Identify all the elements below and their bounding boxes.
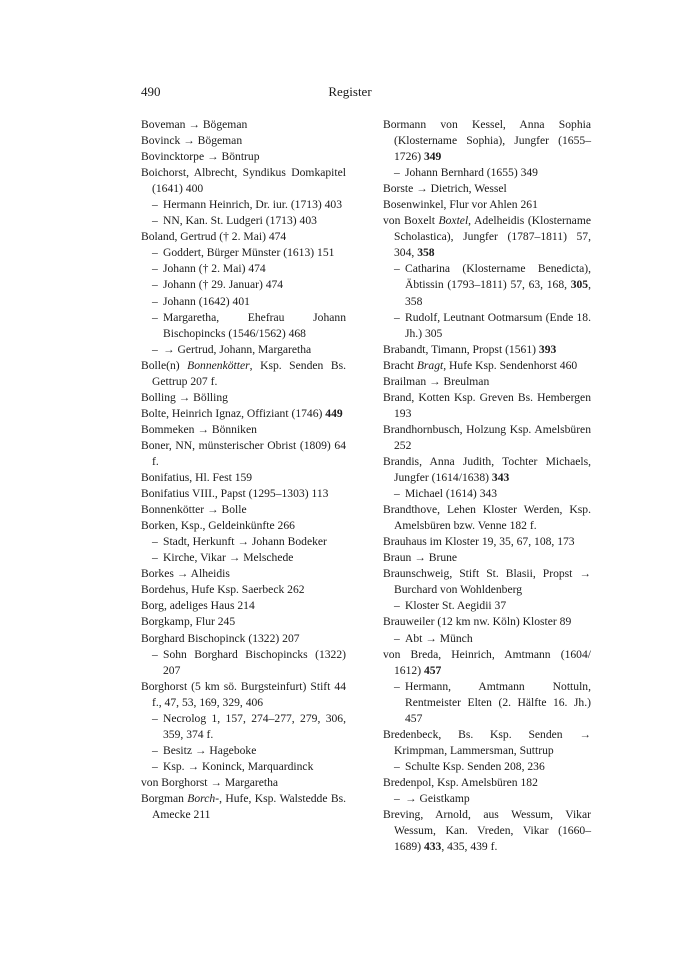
index-subentry bbox=[383, 631, 591, 647]
entry-text: Borkes → Alheidis bbox=[141, 567, 230, 581]
entry-text: Johann († 29. Januar) 474 bbox=[163, 278, 284, 292]
entry-text: Johann (1642) 401 bbox=[163, 294, 250, 308]
running-head: Register bbox=[328, 84, 372, 99]
entry-text: , Adelheidis (Klostername Scholastica), Jungfer (1787–1811) 57, 304, bbox=[394, 214, 591, 260]
index-entry bbox=[141, 117, 346, 133]
entry-text: Brand, Kotten Ksp. Greven Bs. Hembergen 193 bbox=[383, 390, 591, 420]
index-subentry bbox=[141, 759, 346, 775]
entry-text: Brandhornbusch, Holzung Ksp. Amelsbüren 252 bbox=[383, 422, 591, 452]
entry-text: Boichorst, Albrecht, Syndikus Domkapitel (1641) 400 bbox=[141, 166, 346, 196]
index-column-right bbox=[383, 117, 591, 855]
index-entry bbox=[383, 390, 591, 422]
entry-text: Sohn Borghard Bischopincks (1322) 207 bbox=[163, 647, 346, 677]
index-entry bbox=[383, 727, 591, 759]
index-entry bbox=[141, 229, 346, 245]
entry-text: → Gertrud, Johann, Margaretha bbox=[163, 342, 312, 356]
index-entry bbox=[141, 582, 346, 598]
entry-text: Hermann, Amtmann Nottuln, Rentmeister Elten (2. Hälfte 16. Jh.) 457 bbox=[405, 679, 591, 725]
index-subentry bbox=[141, 711, 346, 743]
index-entry bbox=[141, 486, 346, 502]
entry-text: , 358 bbox=[405, 278, 591, 308]
entry-text-bold: 393 bbox=[538, 342, 557, 356]
index-entry bbox=[383, 550, 591, 566]
entry-text: von Breda, Heinrich, Amtmann (1604/ 1612) bbox=[383, 647, 591, 677]
entry-text: Hermann Heinrich, Dr. iur. (1713) 403 bbox=[163, 198, 343, 212]
index-subentry bbox=[383, 759, 591, 775]
index-subentry bbox=[141, 647, 346, 679]
index-subentry bbox=[141, 213, 346, 229]
entry-text: Catharina (Klostername Benedicta), Äbtissin (1793–1811) 57, 63, 168, bbox=[405, 262, 591, 292]
entry-text: Boner, NN, münsterischer Obrist (1809) 64 f. bbox=[141, 438, 346, 468]
entry-text: Bommeken → Bönniken bbox=[141, 422, 257, 436]
index-entry bbox=[383, 454, 591, 486]
entry-text: Borg, adeliges Haus 214 bbox=[141, 599, 255, 613]
entry-text-italic: Boxtel bbox=[438, 214, 469, 228]
entry-text: Besitz → Hageboke bbox=[163, 743, 257, 757]
entry-text: Borken, Ksp., Geldeinkünfte 266 bbox=[141, 519, 295, 533]
index-entry bbox=[141, 390, 346, 406]
index-subentry bbox=[141, 197, 346, 213]
index-entry bbox=[383, 342, 591, 358]
entry-text: Bonifatius VIII., Papst (1295–1303) 113 bbox=[141, 487, 329, 501]
entry-text: Brandis, Anna Judith, Tochter Michaels, Jungfer (1614/1638) bbox=[383, 454, 591, 485]
entry-text: von Borghorst → Margaretha bbox=[141, 775, 279, 789]
entry-text: , 435, 439 f. bbox=[441, 840, 498, 854]
entry-text: Bracht bbox=[383, 358, 417, 372]
index-subentry bbox=[383, 679, 591, 727]
entry-text: Borste → Dietrich, Wessel bbox=[383, 182, 507, 196]
entry-text: Brabandt, Timann, Propst (1561) bbox=[383, 342, 539, 356]
index-entry bbox=[383, 647, 591, 679]
index-entry bbox=[141, 614, 346, 630]
entry-text: , Hufe, Ksp. Walstedde Bs. Amecke 211 bbox=[152, 791, 346, 822]
entry-text: Necrolog 1, 157, 274–277, 279, 306, 359, 374 f. bbox=[163, 711, 346, 741]
entry-text: Stadt, Herkunft → Johann Bodeker bbox=[163, 535, 327, 549]
index-entry bbox=[141, 679, 346, 711]
entry-text-bold: 457 bbox=[423, 663, 442, 677]
page-number: 490 bbox=[141, 84, 161, 99]
entry-text-bold: 449 bbox=[325, 406, 343, 420]
index-entry bbox=[141, 358, 346, 390]
entry-text: Bovinck → Bögeman bbox=[141, 134, 243, 148]
entry-text-italic: Bragt bbox=[416, 358, 444, 372]
entry-text: Bovincktorpe → Böntrup bbox=[141, 150, 260, 164]
index-column-left bbox=[141, 117, 346, 823]
index-entry bbox=[383, 502, 591, 534]
index-entry bbox=[383, 566, 591, 598]
entry-text: Bolling → Bölling bbox=[141, 390, 228, 404]
index-subentry bbox=[141, 743, 346, 759]
index-entry bbox=[141, 775, 346, 791]
entry-text: Braun → Brune bbox=[383, 551, 458, 565]
index-entry bbox=[141, 518, 346, 534]
entry-text: Borghard Bischopinck (1322) 207 bbox=[141, 631, 300, 645]
index-subentry bbox=[383, 261, 591, 309]
index-entry bbox=[141, 133, 346, 149]
entry-text: Johann Bernhard (1655) 349 bbox=[405, 166, 538, 180]
index-entry bbox=[141, 422, 346, 438]
index-subentry bbox=[141, 261, 346, 277]
entry-text: , Ksp. Senden Bs. Gettrup 207 f. bbox=[152, 358, 346, 388]
entry-text-bold: 433 bbox=[423, 840, 442, 854]
entry-text: Bredenbeck, Bs. Ksp. Senden → Krimpman, Lammersman, Suttrup bbox=[383, 727, 591, 757]
index-entry bbox=[383, 358, 591, 374]
entry-text: , Hufe Ksp. Sendenhorst 460 bbox=[443, 358, 578, 372]
index-entry bbox=[141, 438, 346, 470]
index-entry bbox=[141, 566, 346, 582]
entry-text: von Boxelt bbox=[383, 214, 439, 228]
entry-text: Goddert, Bürger Münster (1613) 151 bbox=[163, 246, 335, 260]
index-entry bbox=[383, 197, 591, 213]
entry-text: Brandthove, Lehen Kloster Werden, Ksp. Amelsbüren bzw. Venne 182 f. bbox=[383, 503, 591, 533]
entry-text-bold: 349 bbox=[423, 150, 442, 164]
index-entry bbox=[141, 149, 346, 165]
index-entry bbox=[141, 165, 346, 197]
entry-text: Brauweiler (12 km nw. Köln) Kloster 89 bbox=[383, 615, 572, 629]
index-entry bbox=[141, 791, 346, 823]
entry-text: Boveman → Bögeman bbox=[141, 118, 248, 131]
index-subentry bbox=[383, 486, 591, 502]
index-subentry bbox=[383, 310, 591, 342]
entry-text: Bolte, Heinrich Ignaz, Offiziant (1746) bbox=[141, 406, 326, 420]
index-subentry bbox=[141, 534, 346, 550]
index-entry bbox=[141, 502, 346, 518]
index-entry bbox=[141, 631, 346, 647]
entry-text: Bosenwinkel, Flur vor Ahlen 261 bbox=[383, 198, 538, 212]
entry-text: Kirche, Vikar → Melschede bbox=[163, 551, 294, 565]
entry-text: Bolle(n) bbox=[141, 358, 188, 372]
entry-text-bold: 343 bbox=[491, 471, 510, 485]
index-subentry bbox=[141, 245, 346, 261]
entry-text-italic: Bonnenkötter bbox=[187, 358, 250, 372]
index-entry bbox=[383, 775, 591, 791]
index-subentry bbox=[141, 294, 346, 310]
entry-text: Michael (1614) 343 bbox=[405, 487, 498, 501]
page-header bbox=[141, 84, 559, 104]
entry-text: Braunschweig, Stift St. Blasii, Propst → Burchard von Wohldenberg bbox=[383, 567, 591, 597]
entry-text: Bordehus, Hufe Ksp. Saerbeck 262 bbox=[141, 583, 305, 597]
index-entry bbox=[383, 422, 591, 454]
entry-text: NN, Kan. St. Ludgeri (1713) 403 bbox=[163, 214, 317, 228]
entry-text: Margaretha, Ehefrau Johann Bischopincks (1546/1562) 468 bbox=[163, 310, 346, 340]
entry-text-bold: 358 bbox=[417, 246, 435, 260]
index-entry bbox=[141, 470, 346, 486]
entry-text: Breving, Arnold, aus Wessum, Vikar Wessum, Kan. Vreden, Vikar (1660–1689) bbox=[383, 808, 591, 854]
entry-text: Borgkamp, Flur 245 bbox=[141, 615, 236, 629]
index-entry bbox=[383, 534, 591, 550]
entry-text: → Geistkamp bbox=[405, 791, 470, 805]
index-subentry bbox=[141, 277, 346, 293]
entry-text-bold: 305 bbox=[570, 278, 589, 292]
entry-text: Bonifatius, Hl. Fest 159 bbox=[141, 471, 253, 485]
entry-text: Borghorst (5 km sö. Burgsteinfurt) Stift 44 f., 47, 53, 169, 329, 406 bbox=[141, 679, 346, 709]
index-subentry bbox=[141, 550, 346, 566]
index-subentry bbox=[141, 310, 346, 342]
entry-text: Borgman bbox=[141, 791, 188, 805]
index-entry bbox=[383, 614, 591, 630]
entry-text: Kloster St. Aegidii 37 bbox=[405, 599, 507, 613]
entry-text: Rudolf, Leutnant Ootmarsum (Ende 18. Jh.) 305 bbox=[405, 310, 591, 340]
entry-text: Bormann von Kessel, Anna Sophia (Klostername Sophia), Jungfer (1655–1726) bbox=[383, 118, 591, 164]
index-subentry bbox=[383, 791, 591, 807]
entry-text: Brauhaus im Kloster 19, 35, 67, 108, 173 bbox=[383, 535, 575, 549]
entry-text: Brailman → Breulman bbox=[383, 374, 490, 388]
index-subentry bbox=[383, 598, 591, 614]
entry-text: Abt → Münch bbox=[405, 631, 473, 645]
entry-text-italic: Borch- bbox=[187, 791, 220, 805]
entry-text: Bredenpol, Ksp. Amelsbüren 182 bbox=[383, 775, 538, 789]
index-entry bbox=[383, 374, 591, 390]
index-entry bbox=[141, 406, 346, 422]
entry-text: Johann († 2. Mai) 474 bbox=[163, 262, 266, 276]
entry-text: Bonnenkötter → Bolle bbox=[141, 503, 247, 517]
index-subentry bbox=[141, 342, 346, 358]
entry-text: Schulte Ksp. Senden 208, 236 bbox=[405, 759, 545, 773]
index-subentry bbox=[383, 165, 591, 181]
index-entry bbox=[383, 807, 591, 855]
entry-text: Boland, Gertrud († 2. Mai) 474 bbox=[141, 230, 287, 244]
index-entry bbox=[141, 598, 346, 614]
index-entry bbox=[383, 213, 591, 261]
entry-text: Ksp. → Koninck, Marquardinck bbox=[163, 759, 314, 773]
index-entry bbox=[383, 181, 591, 197]
index-entry bbox=[383, 117, 591, 165]
